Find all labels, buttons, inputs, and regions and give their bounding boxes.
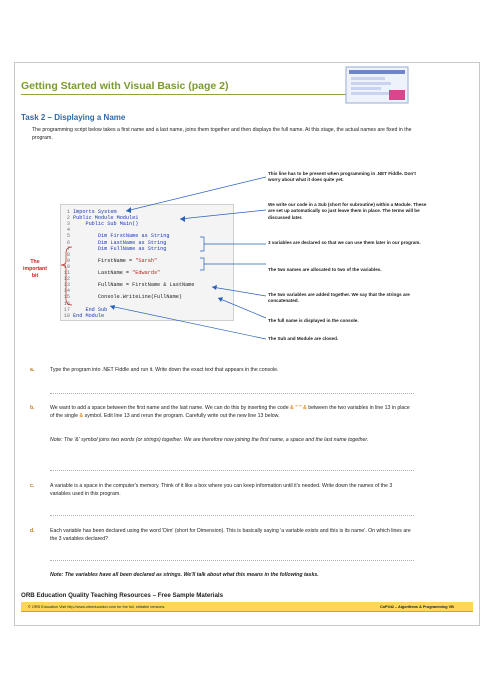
question-d-note: Note: The variables have all been declared as strings. We'll talk about what this means in the following tasks. (50, 572, 319, 578)
line-number: 12 (63, 276, 70, 283)
note-closed: The Sub and Module are closed. (268, 336, 339, 341)
line-number: 1 (66, 209, 70, 215)
line-number: 17 (63, 306, 70, 313)
line-number: 18 (63, 312, 70, 319)
code-text: Public Sub Main() (73, 221, 139, 228)
question-c-label: c. (30, 483, 35, 489)
code-text: Dim FirstName as String (73, 233, 170, 240)
answer-line-d[interactable] (50, 560, 414, 561)
intro-paragraph: The programming script below takes a first name and a last name, joins them together and then displays the full name. At this stage, the actual names are fixed in the program. (32, 127, 412, 141)
code-text: End Module (73, 312, 105, 319)
code-text: LastName = "Edwards" (73, 270, 161, 276)
question-b-label: b. (30, 405, 35, 411)
arrow-line-1 (126, 177, 266, 211)
arrow-line-2 (180, 210, 266, 219)
inline-code-amp: & (79, 412, 84, 419)
question-b-part: We want to add a space between the first name and the last name. We can do this by inserting the code (50, 405, 291, 411)
arrow-line-4 (200, 258, 266, 270)
inline-code-space: & " " & (290, 405, 307, 411)
footer-right-text: CoP042 – Algorithms & Programming VB (380, 605, 454, 609)
line-number: 14 (63, 288, 70, 295)
answer-line-a[interactable] (50, 393, 414, 394)
important-brace (61, 247, 72, 305)
important-label-line: bit (31, 273, 39, 279)
code-text: Public Module Module1 (73, 215, 139, 222)
code-text: Console.WriteLine(FullName) (73, 294, 182, 301)
task-heading: Task 2 – Displaying a Name (21, 113, 126, 122)
code-text: FullName = FirstName & LastName (73, 282, 195, 289)
code-text: Dim LastName as String (73, 239, 167, 246)
question-c-text: A variable is a space in the computer's memory. Think of it like a box where you can keep information until it's needed. Write down the names of the 3 variables used in this program. (50, 483, 393, 497)
line-number: 6 (66, 239, 70, 246)
note-imports: This line has to be present when programming in .NET Fiddle. Don't worry about what it does quite yet. (268, 171, 416, 183)
line-number: 3 (66, 221, 70, 228)
arrow-line-3 (200, 237, 266, 251)
note-console-display: The full name is displayed in the console. (268, 318, 359, 323)
question-d-label: d. (30, 528, 35, 534)
question-b-text (50, 405, 414, 420)
code-string: "Sarah" (135, 257, 158, 264)
question-b-part: between the two variables in line 13 in place of the single (50, 405, 410, 419)
question-b-part: symbol. Edit line 13 and rerun the program. Carefully write out the new line 13 below. (83, 412, 280, 419)
arrow-head-icon (180, 216, 185, 222)
arrow-head-icon (126, 207, 131, 213)
line-number: 8 (66, 251, 70, 258)
note-names-allocated: The two names are allocated to two of the variables. (268, 267, 382, 272)
question-a-text: Type the program into .NET Fiddle and run it. Write down the exact text that appears in the console. (50, 367, 279, 373)
code-text: Imports System (73, 209, 117, 215)
question-b-note: Note: The '&' symbol joins two words (or strings) together. We are therefore now joining the first name, a space and the last name together. (50, 437, 369, 443)
arrow-head-icon (110, 305, 115, 310)
code-text: End Sub (73, 306, 108, 313)
footer-title: ORB Education Quality Teaching Resources – Free Sample Materials (21, 592, 224, 599)
page-title: Getting Started with Visual Basic (page 2) (21, 80, 229, 92)
line-number: 4 (66, 227, 70, 234)
answer-line-c[interactable] (50, 515, 414, 516)
arrow-line-7 (110, 306, 266, 339)
note-sub-module: We write our code in a Sub (short for subroutine) within a Module. These are set up automatically so just leave them in place. The terms will be discussed later. (268, 202, 427, 220)
note-concatenated: The two variables are added together. We say that the strings are concatenated. (268, 292, 410, 304)
code-text: Dim FullName as String (73, 245, 167, 252)
footer-left-text: © ORB Education Visit http://www.orbeducation.com for the full, editable versions. (28, 605, 166, 609)
arrow-line-6 (218, 298, 266, 318)
arrow-line-5 (212, 287, 266, 296)
line-number: 13 (63, 282, 70, 289)
note-variables-declared: 3 variables are declared so that we can use them later in our program. (268, 240, 421, 245)
line-number: 2 (66, 215, 70, 222)
question-a-label: a. (30, 367, 35, 373)
important-label-line: important (23, 266, 47, 272)
line-number: 16 (63, 300, 70, 307)
line-number: 7 (66, 245, 70, 252)
arrow-head-icon (212, 285, 217, 290)
code-string: "Edwards" (132, 270, 161, 276)
important-label-line: The (30, 259, 40, 265)
line-number: 9 (66, 257, 70, 264)
code-text: FirstName = "Sarah" (73, 257, 158, 264)
question-d-text: Each variable has been declared using the word 'Dim' (short for Dimension). This is basically saying 'a variable exists and this is its name'. On which lines are the 3 variables declared? (50, 528, 411, 542)
answer-line-b[interactable] (50, 470, 414, 471)
line-number: 15 (63, 294, 70, 301)
line-number: 5 (66, 233, 70, 240)
line-number: 10 (63, 263, 70, 270)
line-number: 11 (63, 270, 70, 276)
